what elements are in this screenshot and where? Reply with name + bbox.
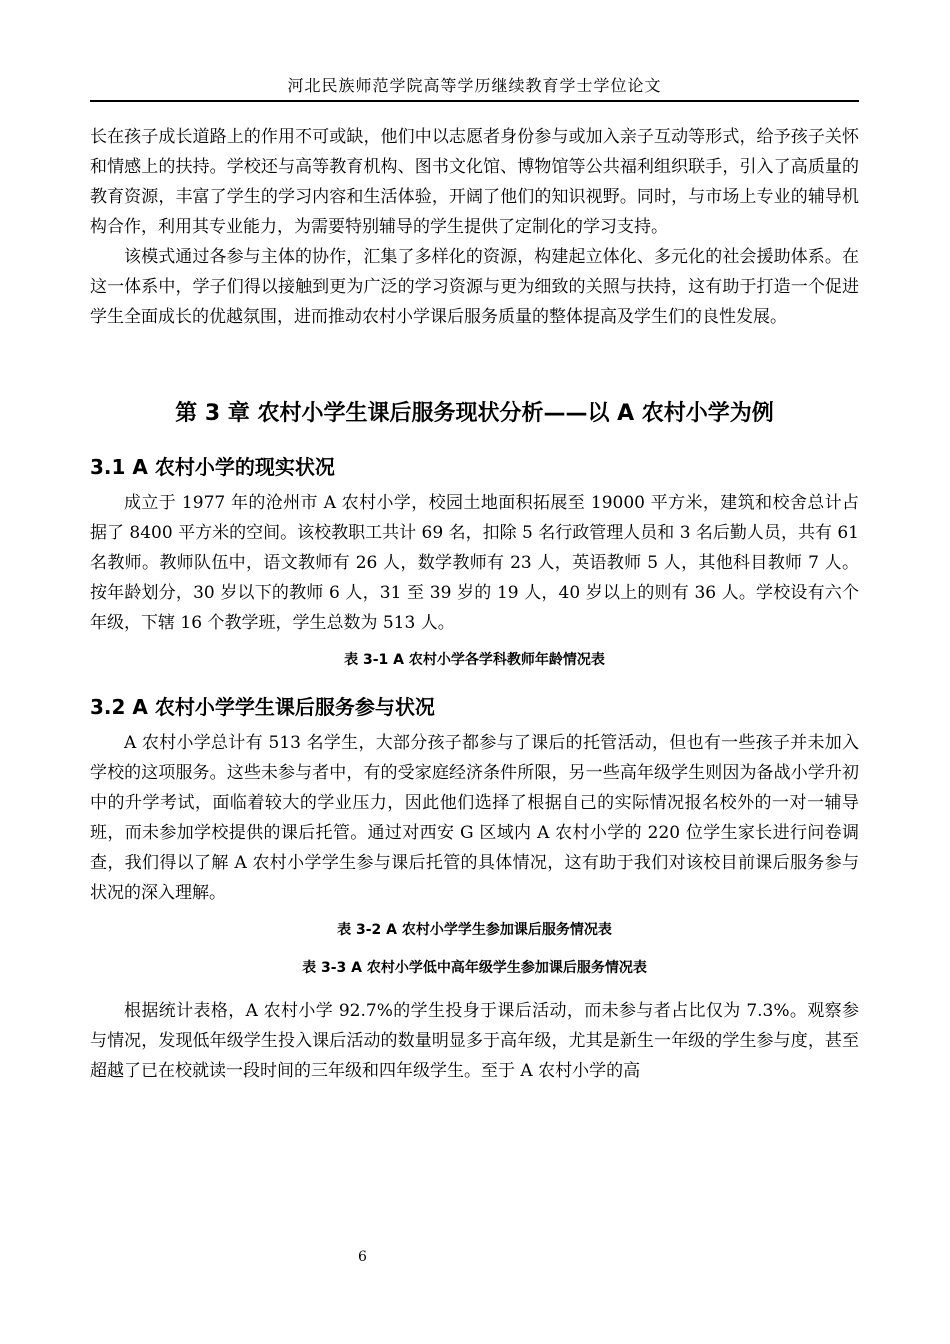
paragraph-model-summary: 该模式通过各参与主体的协作，汇集了多样化的资源，构建起立体化、多元化的社会援助体系。在这一体系中，学子们得以接触到更为广泛的学习资源与更为细致的关照与扶持，这有助于打造一个促进学生全面成长的优越氛围，进而推动农村小学课后服务质量的整体提高及学生们的良性发展。	[90, 247, 859, 327]
section-3-2-body: A 农村小学总计有 513 名学生，大部分孩子都参与了课后的托管活动，但也有一些孩子并未加入学校的这项服务。这些未参与者中，有的受家庭经济条件所限，另一些高年级学生则因为备战小学升初中的升学考试，面临着较大的学业压力，因此他们选择了根据自己的实际情况报名校外的一对一辅导班，而未参加学校提供的课后托管。通过对西安 G 区域内 A 农村小学的 220 位学生家长进行问卷调查，我们得以了解 A 农村小学学生参与课后托管的具体情况，这有助于我们对该校目前课后服务参与状况的深入理解。	[90, 733, 859, 903]
chapter-title: 第 3 章 农村小学生课后服务现状分析——以 A 农村小学为例	[175, 401, 774, 426]
section-3-2-analysis: 根据统计表格，A 农村小学 92.7%的学生投身于课后活动，而未参与者占比仅为 7.3%。观察参与情况，发现低年级学生投入课后活动的数量明显多于高年级，尤其是新生一年级的学生参与度，甚至超越了已在校就读一段时间的三年级和四年级学生。至于 A 农村小学的高	[90, 1001, 859, 1081]
section-3-1-heading: 3.1 A 农村小学的现实状况	[90, 455, 335, 479]
table-3-1-caption: 表 3-1 A 农村小学各学科教师年龄情况表	[344, 652, 605, 668]
table-3-2-caption: 表 3-2 A 农村小学学生参加课后服务情况表	[337, 922, 612, 938]
page-number: 6	[358, 1249, 367, 1265]
page-body	[90, 122, 859, 1086]
running-header: 河北民族师范学院高等学历继续教育学士学位论文	[287, 76, 662, 95]
section-3-1-body: 成立于 1977 年的沧州市 A 农村小学，校园土地面积拓展至 19000 平方米，建筑和校舍总计占据了 8400 平方米的空间。该校教职工共计 69 名，扣除 5 名行政管理人员和 3 名后勤人员，共有 61 名教师。教师队伍中，语文教师有 26 人，数学教师有 23 人，英语教师 5 人，其他科目教师 7 人。按年龄划分，30 岁以下的教师 6 人，31 至 39 岁的 19 人，40 岁以上的则有 36 人。学校设有六个年级，下辖 16 个教学班，学生总数为 513 人。	[90, 493, 859, 633]
table-3-3-caption: 表 3-3 A 农村小学低中高年级学生参加课后服务情况表	[302, 960, 647, 976]
section-3-2-heading: 3.2 A 农村小学学生课后服务参与状况	[90, 695, 435, 719]
paragraph-continued: 长在孩子成长道路上的作用不可或缺，他们中以志愿者身份参与或加入亲子互动等形式，给予孩子关怀和情感上的扶持。学校还与高等教育机构、图书文化馆、博物馆等公共福利组织联手，引入了高质量的教育资源，丰富了学生的学习内容和生活体验，开阔了他们的知识视野。同时，与市场上专业的辅导机构合作，利用其专业能力，为需要特别辅导的学生提供了定制化的学习支持。	[90, 127, 859, 237]
header-rule	[90, 100, 859, 102]
